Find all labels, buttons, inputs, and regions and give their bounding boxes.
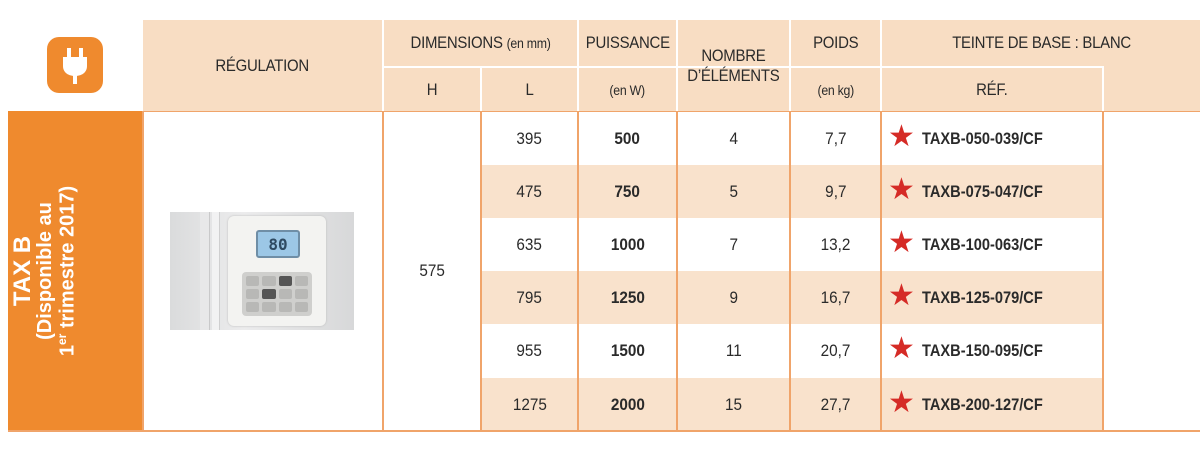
header-divider [1102,66,1104,111]
thermostat-display-value: 80 [268,234,288,254]
h-header [384,68,480,111]
teinte-header [882,20,1200,66]
poids-value: 7,7 [824,128,847,148]
star-icon: ★ [888,332,915,366]
regulation-header [143,20,382,111]
l-value: 1275 [512,394,547,414]
product-label [10,111,140,431]
plug-glyph [47,37,103,93]
poids-value: 27,7 [820,394,851,414]
l-cell [482,325,577,378]
electric-plug-icon [47,37,103,93]
l-header [482,68,577,111]
puissance-cell [579,218,676,271]
product-band [8,111,143,431]
teinte-label: TEINTE DE BASE : BLANC [952,33,1131,52]
ref-value: TAXB-200-127/CF [922,394,1043,414]
elements-value: 5 [729,181,738,201]
poids-unit: (en kg) [817,81,854,98]
nombre-label-line1: NOMBRE [701,45,766,65]
l-value: 795 [516,288,543,308]
puissance-label: PUISSANCE [585,33,670,52]
l-cell [482,218,577,271]
poids-label: POIDS [812,33,859,52]
poids-cell [791,272,880,325]
puissance-value: 2000 [610,394,645,414]
l-cell [482,272,577,325]
availability-line1: (Disponible au [34,202,57,340]
ref-cell [922,165,1100,218]
l-label: L [525,79,534,99]
puissance-value: 1500 [610,341,645,361]
puissance-cell [579,325,676,378]
dimensions-header [384,20,577,66]
elements-cell [678,165,789,218]
poids-cell [791,112,880,165]
poids-cell [791,378,880,431]
elements-cell [678,112,789,165]
ref-header [882,68,1102,111]
poids-value: 13,2 [820,234,851,254]
h-label: H [426,79,438,99]
poids-cell [791,218,880,271]
elements-cell [678,272,789,325]
puissance-cell [579,378,676,431]
elements-cell [678,325,789,378]
ref-label: RÉF. [976,79,1008,99]
ref-cell [922,272,1100,325]
star-icon: ★ [888,119,915,153]
grid-line [142,111,144,431]
ref-value: TAXB-100-063/CF [922,234,1043,254]
poids-header [791,20,880,66]
star-icon: ★ [888,279,915,313]
puissance-header [579,20,676,66]
ref-value: TAXB-050-039/CF [922,128,1043,148]
elements-cell [678,218,789,271]
ref-value: TAXB-075-047/CF [922,181,1043,201]
ref-cell [922,378,1100,431]
l-cell [482,112,577,165]
thermostat-photo [170,212,354,330]
puissance-cell [579,112,676,165]
puissance-value: 1000 [610,234,645,254]
elements-value: 7 [729,234,738,254]
poids-value: 16,7 [820,288,851,308]
star-icon: ★ [888,172,915,206]
ref-value: TAXB-125-079/CF [922,288,1043,308]
puissance-value: 1250 [610,288,645,308]
ref-cell [922,325,1100,378]
ref-cell [922,218,1100,271]
dimensions-label: DIMENSIONS [410,33,503,52]
thermostat-keypad [242,272,312,316]
star-icon: ★ [888,226,915,259]
availability-line2: 1er trimestre 2017) [55,185,79,357]
thermostat-body [228,216,326,326]
l-cell [482,378,577,431]
ref-cell [922,112,1100,165]
l-value: 475 [516,181,543,201]
poids-cell [791,165,880,218]
puissance-value: 500 [614,128,641,148]
puissance-cell [579,165,676,218]
elements-value: 15 [724,394,743,414]
poids-unit-header [791,68,880,111]
ref-value: TAXB-150-095/CF [922,341,1043,361]
puissance-unit-header [579,68,676,111]
l-value: 395 [516,128,543,148]
grid-line [880,111,882,431]
product-name: TAX B [9,235,36,307]
puissance-unit: (en W) [609,81,646,98]
star-icon: ★ [888,385,915,419]
puissance-cell [579,272,676,325]
regulation-label: RÉGULATION [215,55,310,75]
dimensions-unit: (en mm) [506,35,551,51]
grid-line [1102,111,1104,431]
nombre-header [678,20,789,111]
elements-cell [678,378,789,431]
elements-value: 11 [725,341,742,361]
elements-value: 4 [729,128,738,148]
poids-value: 9,7 [824,181,847,201]
poids-value: 20,7 [820,341,851,361]
height-value: 575 [419,261,445,280]
l-cell [482,165,577,218]
thermostat-screen [256,230,300,258]
elements-value: 9 [729,288,738,308]
nombre-label-line2: D’ÉLÉMENTS [687,65,780,85]
puissance-value: 750 [614,181,641,201]
l-value: 635 [516,234,543,254]
l-value: 955 [516,341,543,361]
poids-cell [791,325,880,378]
